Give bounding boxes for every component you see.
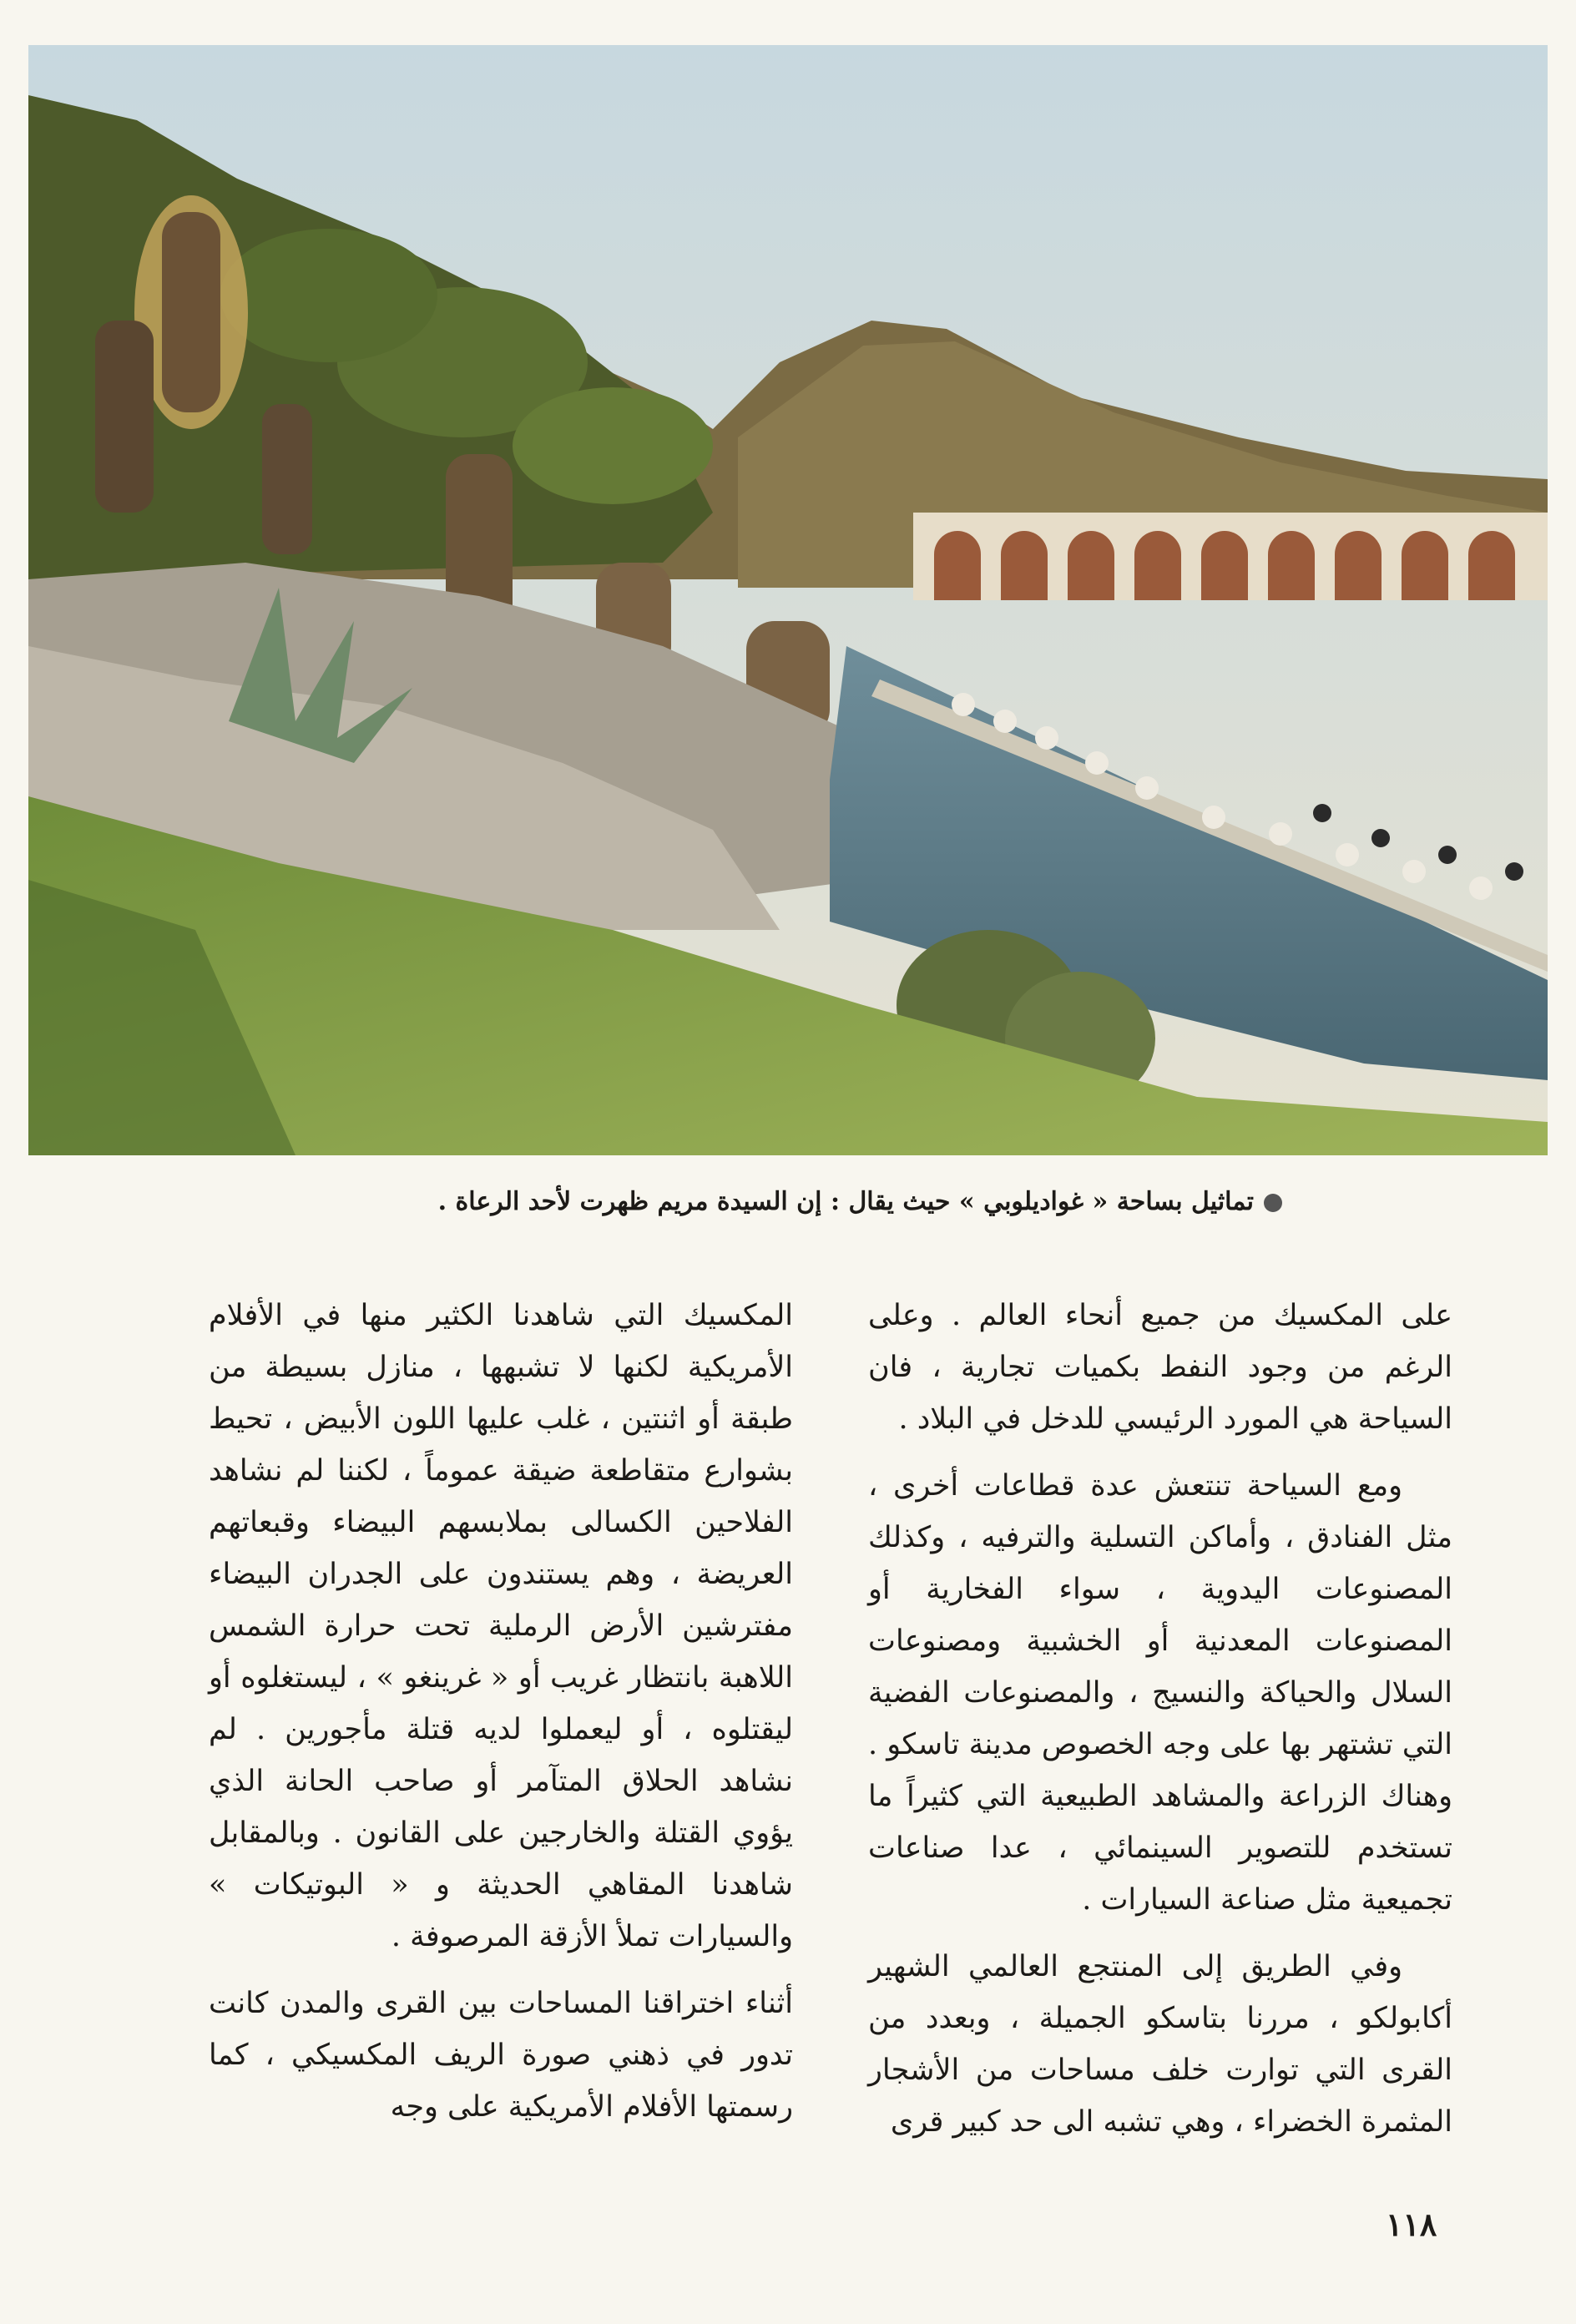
caption-text: تماثيل بساحة « غواديلوبي » حيث يقال : إن السيدة مريم ظهرت لأحد الرعاة . [437, 1187, 1254, 1216]
article-photo [28, 45, 1548, 1155]
bullet-icon [1264, 1194, 1282, 1212]
article-column-left [209, 1290, 793, 2148]
photograph-icon [28, 45, 1548, 1155]
photo-caption [117, 1187, 1282, 1216]
paragraph: ومع السياحة تنتعش عدة قطاعات أخرى ، مثل الفنادق ، وأماكن التسلية والترفيه ، وكذلك المصنوعات اليدوية ، سواء الفخارية أو المصنوعات المعدنية أو الخشبية ومصنوعات السلال والحياكة والنسيج ، والمصنوعات الفضية التي تشتهر بها على وجه الخصوص مدينة تاسكو . وهناك الزراعة والمشاهد الطبيعية التي كثيراً ما تستخدم للتصوير السينمائي ، عدا صناعات تجميعية مثل صناعة السيارات . [868, 1469, 1452, 1917]
paragraph: أثناء اختراقنا المساحات بين القرى والمدن كانت تدور في ذهني صورة الريف المكسيكي ، كما رسمتها الأفلام الأمريكية على وجه [209, 1987, 793, 2124]
paragraph: وفي الطريق إلى المنتجع العالمي الشهير أكابولكو ، مررنا بتاسكو الجميلة ، وبعدد من القرى التي توارت خلف مساحات من الأشجار المثمرة الخضراء ، وهي تشبه الى حد كبير قرى [868, 1950, 1452, 2139]
paragraph: المكسيك التي شاهدنا الكثير منها في الأفلام الأمريكية لكنها لا تشبهها ، منازل بسيطة من طبقة أو اثنتين ، غلب عليها اللون الأبيض ، تحيط بشوارع متقاطعة ضيقة عموماً ، لكننا لم نشاهد الفلاحين الكسالى بملابسهم البيضاء وقبعاتهم العريضة ، وهم يستندون على الجدران البيضاء مفترشين الأرض الرملية تحت حرارة الشمس اللاهبة بانتظار غريب أو « غرينغو » ، ليستغلوه أو ليقتلوه ، أو ليعملوا لديه قتلة مأجورين . لم نشاهد الحلاق المتآمر أو صاحب الحانة الذي يؤوي القتلة والخارجين على القانون . وبالمقابل شاهدنا المقاهي الحديثة و « البوتيكات » والسيارات تملأ الأزقة المرصوفة . [209, 1299, 793, 1953]
page-number: ١١٨ [1386, 2205, 1437, 2243]
paragraph: على المكسيك من جميع أنحاء العالم . وعلى الرغم من وجود النفط بكميات تجارية ، فان السياحة هي المورد الرئيسي للدخل في البلاد . [868, 1299, 1452, 1436]
article-column-right [868, 1290, 1452, 2163]
